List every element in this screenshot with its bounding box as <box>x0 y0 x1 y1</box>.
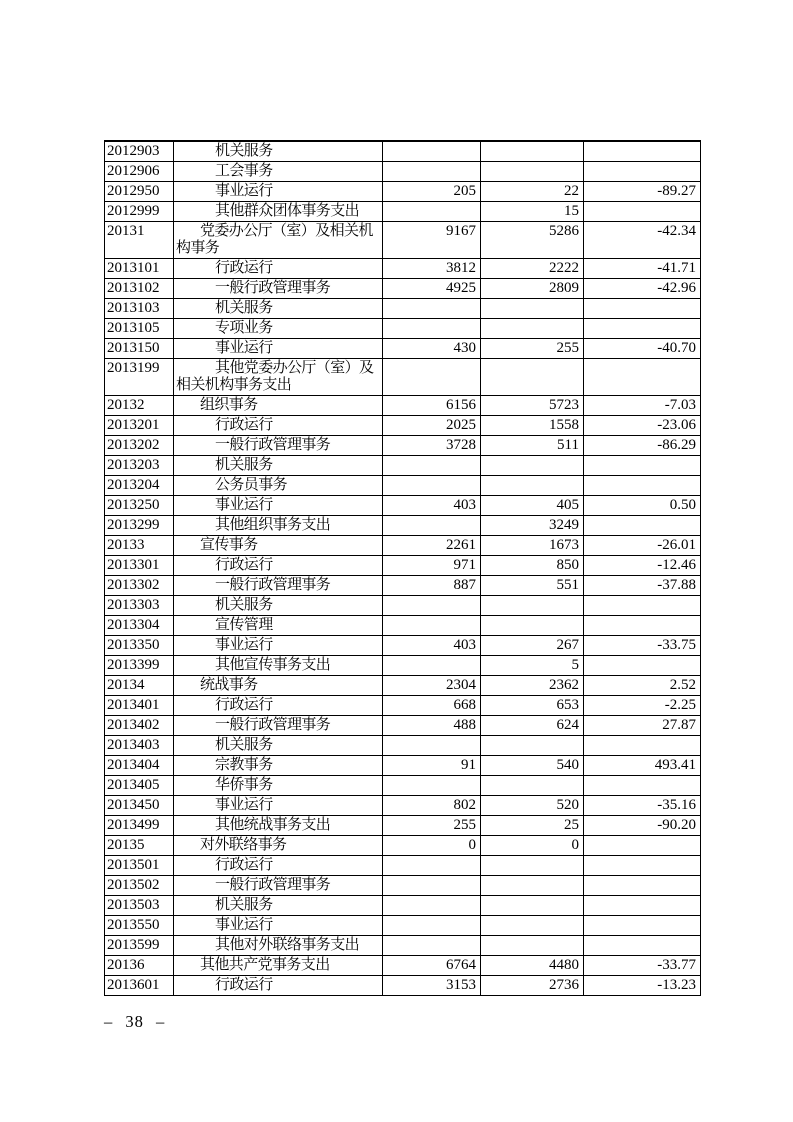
cell-code: 2012999 <box>105 202 174 222</box>
cell-name: 一般行政管理事务 <box>174 576 383 596</box>
cell-value-1 <box>383 596 481 616</box>
table-row <box>105 496 701 516</box>
cell-value-2 <box>481 776 584 796</box>
cell-code: 2013202 <box>105 436 174 456</box>
cell-value-1: 4925 <box>383 279 481 299</box>
table-row <box>105 516 701 536</box>
table-row <box>105 736 701 756</box>
cell-code: 2013102 <box>105 279 174 299</box>
cell-percent <box>584 476 701 496</box>
cell-code: 2013550 <box>105 916 174 936</box>
cell-code: 2013303 <box>105 596 174 616</box>
cell-value-1 <box>383 616 481 636</box>
cell-percent <box>584 596 701 616</box>
cell-name: 行政运行 <box>174 556 383 576</box>
cell-value-2: 2736 <box>481 976 584 996</box>
table-row <box>105 716 701 736</box>
cell-name: 事业运行 <box>174 636 383 656</box>
budget-table <box>104 140 701 996</box>
cell-value-2 <box>481 141 584 162</box>
cell-code: 2013450 <box>105 796 174 816</box>
cell-code: 2012950 <box>105 182 174 202</box>
table-row <box>105 162 701 182</box>
cell-percent: -7.03 <box>584 396 701 416</box>
table-row <box>105 222 701 259</box>
cell-value-1 <box>383 896 481 916</box>
cell-value-2: 3249 <box>481 516 584 536</box>
cell-code: 2013150 <box>105 339 174 359</box>
cell-name: 公务员事务 <box>174 476 383 496</box>
cell-percent <box>584 516 701 536</box>
cell-percent <box>584 202 701 222</box>
cell-value-2: 511 <box>481 436 584 456</box>
cell-value-2 <box>481 896 584 916</box>
cell-name: 事业运行 <box>174 496 383 516</box>
cell-name: 行政运行 <box>174 259 383 279</box>
table-row <box>105 796 701 816</box>
table-row <box>105 696 701 716</box>
cell-value-1 <box>383 359 481 396</box>
cell-code: 2013103 <box>105 299 174 319</box>
cell-percent: -42.96 <box>584 279 701 299</box>
cell-percent: -37.88 <box>584 576 701 596</box>
cell-percent: -41.71 <box>584 259 701 279</box>
cell-value-1 <box>383 776 481 796</box>
cell-value-1: 668 <box>383 696 481 716</box>
cell-value-2 <box>481 319 584 339</box>
cell-name: 机关服务 <box>174 456 383 476</box>
cell-code: 2013601 <box>105 976 174 996</box>
cell-code: 2013399 <box>105 656 174 676</box>
table-row <box>105 616 701 636</box>
table-row <box>105 916 701 936</box>
cell-code: 2012906 <box>105 162 174 182</box>
table-row <box>105 676 701 696</box>
cell-value-1 <box>383 162 481 182</box>
cell-name: 事业运行 <box>174 182 383 202</box>
cell-percent <box>584 776 701 796</box>
cell-name: 机关服务 <box>174 299 383 319</box>
cell-value-1: 205 <box>383 182 481 202</box>
table-row <box>105 299 701 319</box>
cell-value-1: 3153 <box>383 976 481 996</box>
cell-name: 其他党委办公厅（室）及相关机构事务支出 <box>174 359 383 396</box>
cell-value-2: 25 <box>481 816 584 836</box>
cell-value-1 <box>383 299 481 319</box>
cell-percent: -13.23 <box>584 976 701 996</box>
cell-value-1 <box>383 936 481 956</box>
cell-percent: -2.25 <box>584 696 701 716</box>
cell-value-2 <box>481 736 584 756</box>
cell-value-1: 403 <box>383 496 481 516</box>
cell-value-2: 520 <box>481 796 584 816</box>
cell-code: 20131 <box>105 222 174 259</box>
cell-percent <box>584 299 701 319</box>
cell-code: 2013499 <box>105 816 174 836</box>
cell-name: 一般行政管理事务 <box>174 279 383 299</box>
cell-name: 行政运行 <box>174 976 383 996</box>
cell-name: 行政运行 <box>174 416 383 436</box>
cell-code: 2013203 <box>105 456 174 476</box>
cell-code: 2013403 <box>105 736 174 756</box>
cell-value-2 <box>481 856 584 876</box>
cell-value-2: 267 <box>481 636 584 656</box>
cell-percent: -35.16 <box>584 796 701 816</box>
cell-percent <box>584 656 701 676</box>
cell-name: 其他宣传事务支出 <box>174 656 383 676</box>
cell-value-1: 2261 <box>383 536 481 556</box>
table-row <box>105 259 701 279</box>
cell-code: 20136 <box>105 956 174 976</box>
cell-value-1 <box>383 202 481 222</box>
cell-percent <box>584 359 701 396</box>
cell-percent <box>584 141 701 162</box>
cell-percent <box>584 736 701 756</box>
cell-value-1: 488 <box>383 716 481 736</box>
cell-value-1: 9167 <box>383 222 481 259</box>
cell-percent: -86.29 <box>584 436 701 456</box>
cell-percent: -42.34 <box>584 222 701 259</box>
cell-percent: -12.46 <box>584 556 701 576</box>
cell-code: 2013304 <box>105 616 174 636</box>
cell-name: 华侨事务 <box>174 776 383 796</box>
cell-value-1 <box>383 319 481 339</box>
cell-percent <box>584 856 701 876</box>
budget-table-body <box>105 141 701 996</box>
cell-value-1: 802 <box>383 796 481 816</box>
cell-value-1 <box>383 876 481 896</box>
cell-name: 其他群众团体事务支出 <box>174 202 383 222</box>
table-row <box>105 556 701 576</box>
page-number: – 38 – <box>104 1012 166 1031</box>
cell-value-1: 3728 <box>383 436 481 456</box>
cell-value-2: 653 <box>481 696 584 716</box>
table-row <box>105 396 701 416</box>
table-row <box>105 339 701 359</box>
cell-value-1 <box>383 456 481 476</box>
cell-percent: -33.75 <box>584 636 701 656</box>
cell-percent: -40.70 <box>584 339 701 359</box>
table-row <box>105 856 701 876</box>
cell-value-2: 0 <box>481 836 584 856</box>
table-row <box>105 976 701 996</box>
cell-value-1: 403 <box>383 636 481 656</box>
cell-name: 宣传事务 <box>174 536 383 556</box>
table-row <box>105 896 701 916</box>
cell-value-1 <box>383 141 481 162</box>
cell-value-1 <box>383 856 481 876</box>
cell-value-2 <box>481 162 584 182</box>
table-row <box>105 182 701 202</box>
cell-name: 事业运行 <box>174 796 383 816</box>
cell-value-2 <box>481 936 584 956</box>
cell-value-2: 1558 <box>481 416 584 436</box>
cell-percent <box>584 319 701 339</box>
cell-value-2 <box>481 616 584 636</box>
cell-name: 机关服务 <box>174 141 383 162</box>
cell-percent <box>584 162 701 182</box>
cell-percent: -23.06 <box>584 416 701 436</box>
cell-name: 对外联络事务 <box>174 836 383 856</box>
cell-name: 工会事务 <box>174 162 383 182</box>
table-row <box>105 359 701 396</box>
cell-value-2 <box>481 456 584 476</box>
table-row <box>105 836 701 856</box>
cell-percent: -89.27 <box>584 182 701 202</box>
cell-name: 专项业务 <box>174 319 383 339</box>
cell-code: 2013599 <box>105 936 174 956</box>
cell-code: 20133 <box>105 536 174 556</box>
cell-value-2: 850 <box>481 556 584 576</box>
table-row <box>105 876 701 896</box>
cell-value-2: 4480 <box>481 956 584 976</box>
cell-value-1: 887 <box>383 576 481 596</box>
cell-value-2 <box>481 876 584 896</box>
cell-percent <box>584 936 701 956</box>
cell-value-1 <box>383 516 481 536</box>
cell-code: 2013204 <box>105 476 174 496</box>
cell-name: 其他统战事务支出 <box>174 816 383 836</box>
cell-value-1 <box>383 916 481 936</box>
cell-name: 机关服务 <box>174 736 383 756</box>
cell-percent <box>584 896 701 916</box>
cell-value-2: 551 <box>481 576 584 596</box>
cell-code: 2013301 <box>105 556 174 576</box>
cell-value-2: 2362 <box>481 676 584 696</box>
cell-name: 统战事务 <box>174 676 383 696</box>
table-row <box>105 956 701 976</box>
cell-name: 行政运行 <box>174 696 383 716</box>
cell-value-1: 6764 <box>383 956 481 976</box>
cell-value-2: 2809 <box>481 279 584 299</box>
cell-code: 2013250 <box>105 496 174 516</box>
cell-name: 一般行政管理事务 <box>174 436 383 456</box>
cell-percent <box>584 456 701 476</box>
cell-value-2: 624 <box>481 716 584 736</box>
cell-percent <box>584 876 701 896</box>
cell-percent: -26.01 <box>584 536 701 556</box>
cell-value-1: 91 <box>383 756 481 776</box>
cell-value-2: 22 <box>481 182 584 202</box>
cell-value-1: 971 <box>383 556 481 576</box>
cell-value-2: 1673 <box>481 536 584 556</box>
cell-value-1: 2025 <box>383 416 481 436</box>
cell-value-2: 5286 <box>481 222 584 259</box>
cell-name: 行政运行 <box>174 856 383 876</box>
cell-name: 其他对外联络事务支出 <box>174 936 383 956</box>
cell-percent: 493.41 <box>584 756 701 776</box>
table-row <box>105 319 701 339</box>
cell-code: 2013350 <box>105 636 174 656</box>
cell-value-2 <box>481 596 584 616</box>
cell-percent: -90.20 <box>584 816 701 836</box>
cell-value-2: 5723 <box>481 396 584 416</box>
cell-percent: 27.87 <box>584 716 701 736</box>
cell-code: 2013404 <box>105 756 174 776</box>
cell-name: 党委办公厅（室）及相关机构事务 <box>174 222 383 259</box>
table-row <box>105 141 701 162</box>
cell-code: 2013101 <box>105 259 174 279</box>
table-row <box>105 476 701 496</box>
cell-name: 宗教事务 <box>174 756 383 776</box>
cell-value-1: 6156 <box>383 396 481 416</box>
cell-code: 2012903 <box>105 141 174 162</box>
cell-name: 事业运行 <box>174 916 383 936</box>
cell-percent: 2.52 <box>584 676 701 696</box>
cell-percent <box>584 836 701 856</box>
table-row <box>105 816 701 836</box>
cell-percent: 0.50 <box>584 496 701 516</box>
table-row <box>105 456 701 476</box>
cell-value-2: 405 <box>481 496 584 516</box>
table-row <box>105 536 701 556</box>
cell-value-1: 430 <box>383 339 481 359</box>
cell-value-1 <box>383 736 481 756</box>
cell-code: 2013405 <box>105 776 174 796</box>
cell-value-2: 2222 <box>481 259 584 279</box>
cell-value-2: 5 <box>481 656 584 676</box>
cell-value-1 <box>383 656 481 676</box>
cell-code: 2013302 <box>105 576 174 596</box>
cell-name: 一般行政管理事务 <box>174 716 383 736</box>
cell-name: 其他共产党事务支出 <box>174 956 383 976</box>
cell-code: 20132 <box>105 396 174 416</box>
cell-name: 宣传管理 <box>174 616 383 636</box>
table-row <box>105 636 701 656</box>
cell-percent <box>584 616 701 636</box>
cell-name: 机关服务 <box>174 596 383 616</box>
cell-value-1: 3812 <box>383 259 481 279</box>
cell-value-2 <box>481 299 584 319</box>
cell-value-1: 2304 <box>383 676 481 696</box>
cell-percent: -33.77 <box>584 956 701 976</box>
cell-code: 2013502 <box>105 876 174 896</box>
cell-code: 20135 <box>105 836 174 856</box>
table-row <box>105 596 701 616</box>
table-row <box>105 756 701 776</box>
table-row <box>105 436 701 456</box>
table-row <box>105 656 701 676</box>
cell-value-2 <box>481 359 584 396</box>
cell-code: 2013105 <box>105 319 174 339</box>
cell-value-1: 255 <box>383 816 481 836</box>
table-row <box>105 202 701 222</box>
cell-code: 2013402 <box>105 716 174 736</box>
cell-code: 2013501 <box>105 856 174 876</box>
table-row <box>105 576 701 596</box>
cell-name: 事业运行 <box>174 339 383 359</box>
cell-value-2: 255 <box>481 339 584 359</box>
cell-code: 2013199 <box>105 359 174 396</box>
table-row <box>105 776 701 796</box>
table-row <box>105 279 701 299</box>
cell-value-2 <box>481 476 584 496</box>
cell-name: 机关服务 <box>174 896 383 916</box>
table-row <box>105 416 701 436</box>
table-row <box>105 936 701 956</box>
cell-percent <box>584 916 701 936</box>
cell-code: 20134 <box>105 676 174 696</box>
cell-value-2: 15 <box>481 202 584 222</box>
cell-value-2 <box>481 916 584 936</box>
cell-name: 组织事务 <box>174 396 383 416</box>
cell-value-2: 540 <box>481 756 584 776</box>
cell-code: 2013401 <box>105 696 174 716</box>
cell-code: 2013201 <box>105 416 174 436</box>
cell-value-1 <box>383 476 481 496</box>
cell-code: 2013299 <box>105 516 174 536</box>
cell-name: 一般行政管理事务 <box>174 876 383 896</box>
cell-code: 2013503 <box>105 896 174 916</box>
cell-name: 其他组织事务支出 <box>174 516 383 536</box>
cell-value-1: 0 <box>383 836 481 856</box>
